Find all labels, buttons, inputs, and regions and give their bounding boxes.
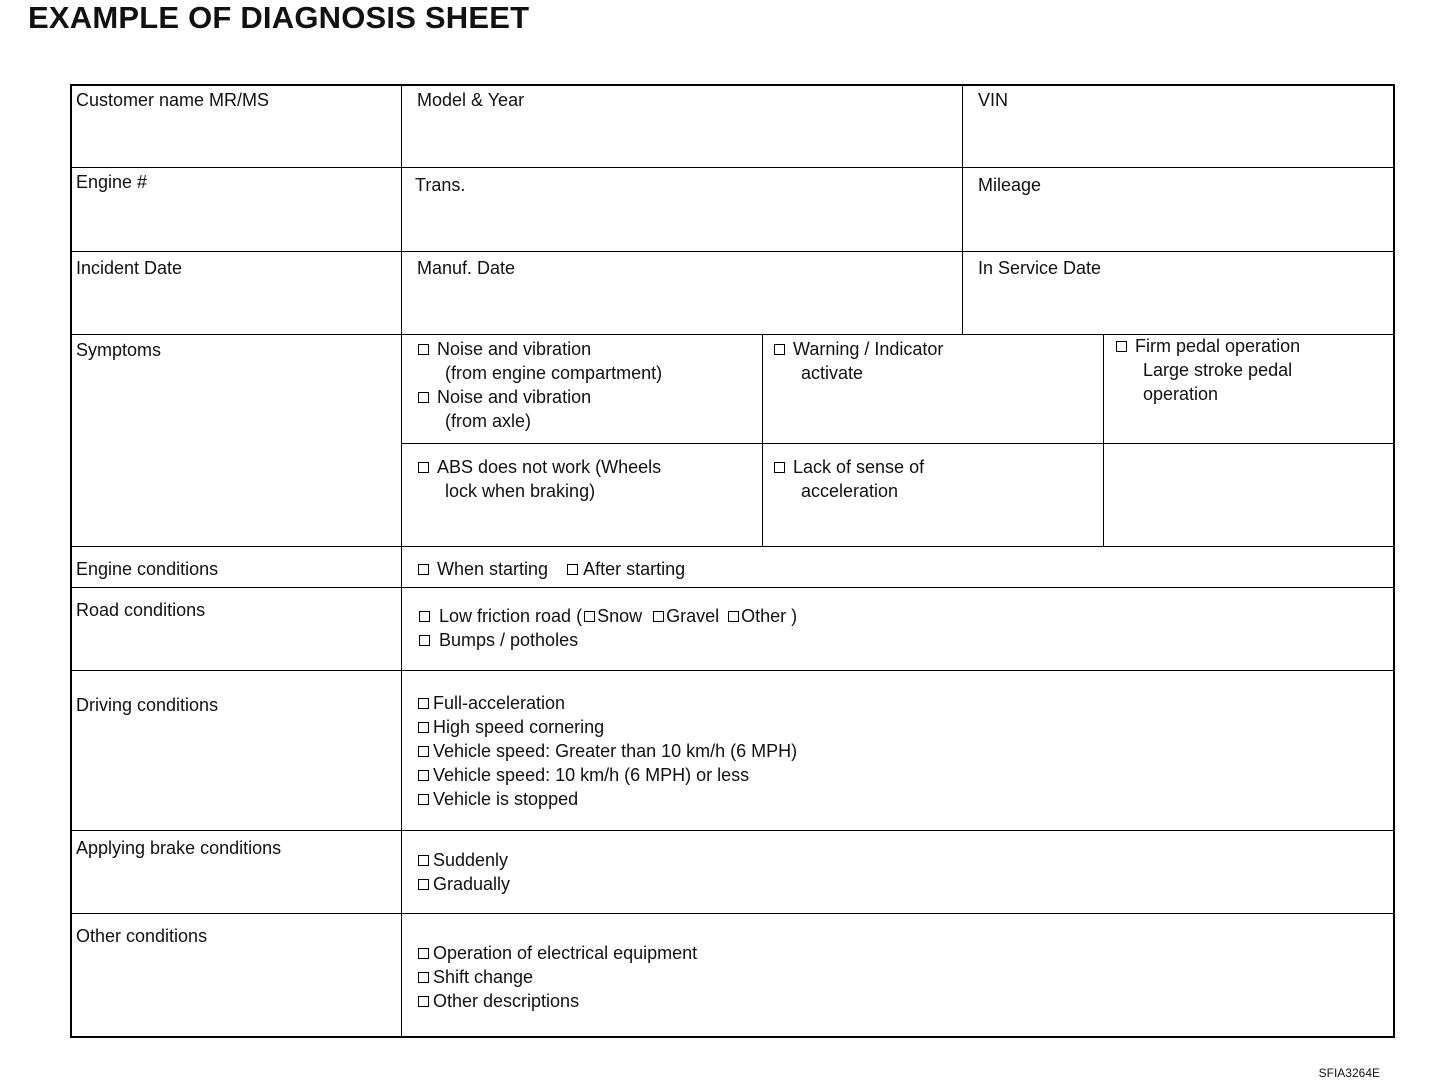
checkbox[interactable] — [418, 948, 429, 959]
incident-date-field[interactable]: Incident Date — [76, 258, 183, 278]
page-title: EXAMPLE OF DIAGNOSIS SHEET — [28, 0, 530, 35]
other-condition-option[interactable]: Other descriptions — [418, 989, 697, 1013]
other-conditions-label: Other conditions — [76, 926, 208, 946]
checkbox[interactable] — [419, 635, 430, 646]
road-conditions-options — [419, 604, 797, 652]
brake-conditions-label: Applying brake conditions — [76, 838, 282, 858]
checkbox[interactable] — [653, 611, 664, 622]
row-divider — [402, 443, 1393, 444]
checkbox[interactable] — [1116, 341, 1127, 352]
checkbox[interactable] — [567, 564, 578, 575]
column-divider — [1103, 334, 1104, 546]
symptom-noise-engine-option[interactable]: Noise and vibration (from engine compartment) — [418, 337, 662, 385]
symptoms-label: Symptoms — [76, 340, 162, 360]
checkbox[interactable] — [418, 972, 429, 983]
checkbox[interactable] — [774, 344, 785, 355]
checkbox[interactable] — [418, 770, 429, 781]
checkbox[interactable] — [584, 611, 595, 622]
checkbox[interactable] — [418, 698, 429, 709]
driving-conditions-options — [418, 691, 797, 811]
symptom-abs-option[interactable]: ABS does not work (Wheels lock when braking) — [418, 455, 661, 503]
checkbox[interactable] — [418, 879, 429, 890]
brake-condition-option[interactable]: Suddenly — [418, 848, 510, 872]
checkbox[interactable] — [774, 462, 785, 473]
after-starting-option[interactable]: After starting — [567, 559, 685, 579]
driving-condition-option[interactable]: Vehicle speed: 10 km/h (6 MPH) or less — [418, 763, 797, 787]
row-divider — [72, 830, 1393, 831]
checkbox[interactable] — [728, 611, 739, 622]
checkbox[interactable] — [418, 462, 429, 473]
row-divider — [72, 167, 1393, 168]
checkbox[interactable] — [418, 855, 429, 866]
column-divider — [762, 334, 763, 546]
customer-name-field[interactable]: Customer name MR/MS — [76, 90, 270, 110]
other-condition-option[interactable]: Operation of electrical equipment — [418, 941, 697, 965]
symptom-warning-indicator-option[interactable]: Warning / Indicator activate — [774, 337, 943, 385]
engine-number-field[interactable]: Engine # — [76, 172, 148, 192]
row-divider — [72, 546, 1393, 547]
gravel-option[interactable]: Gravel — [653, 606, 719, 626]
checkbox[interactable] — [418, 392, 429, 403]
symptom-acceleration-option[interactable]: Lack of sense of acceleration — [774, 455, 924, 503]
other-condition-option[interactable]: Shift change — [418, 965, 697, 989]
symptom-pedal-operation-option[interactable]: Firm pedal operation Large stroke pedal operation — [1116, 334, 1300, 406]
checkbox[interactable] — [418, 996, 429, 1007]
column-divider — [962, 86, 963, 334]
row-divider — [72, 670, 1393, 671]
checkbox[interactable] — [418, 564, 429, 575]
diagnosis-sheet-form — [70, 84, 1395, 1038]
brake-conditions-options — [418, 848, 510, 896]
in-service-date-field[interactable]: In Service Date — [978, 258, 1102, 278]
engine-conditions-options — [418, 557, 685, 581]
other-conditions-options — [418, 941, 697, 1013]
checkbox[interactable] — [419, 611, 430, 622]
manuf-date-field[interactable]: Manuf. Date — [417, 258, 516, 278]
road-conditions-label: Road conditions — [76, 600, 206, 620]
engine-conditions-label: Engine conditions — [76, 559, 219, 579]
model-year-field[interactable]: Model & Year — [417, 90, 525, 110]
driving-condition-option[interactable]: Full-acceleration — [418, 691, 797, 715]
brake-condition-option[interactable]: Gradually — [418, 872, 510, 896]
symptom-noise-axle-option[interactable]: Noise and vibration (from axle) — [418, 385, 591, 433]
row-divider — [72, 913, 1393, 914]
row-divider — [72, 587, 1393, 588]
checkbox[interactable] — [418, 344, 429, 355]
driving-condition-option[interactable]: High speed cornering — [418, 715, 797, 739]
when-starting-option[interactable]: When starting — [418, 559, 548, 579]
checkbox[interactable] — [418, 722, 429, 733]
snow-option[interactable]: Snow — [582, 606, 642, 626]
row-divider — [72, 251, 1393, 252]
mileage-field[interactable]: Mileage — [978, 175, 1042, 195]
driving-conditions-label: Driving conditions — [76, 695, 219, 715]
low-friction-road-option[interactable]: Low friction road ( — [419, 606, 582, 626]
figure-code: SFIA3264E — [1318, 1066, 1380, 1080]
checkbox[interactable] — [418, 794, 429, 805]
driving-condition-option[interactable]: Vehicle is stopped — [418, 787, 797, 811]
bumps-potholes-option[interactable]: Bumps / potholes — [419, 628, 797, 652]
trans-field[interactable]: Trans. — [415, 175, 466, 195]
checkbox[interactable] — [418, 746, 429, 757]
column-divider — [401, 86, 402, 1036]
vin-field[interactable]: VIN — [978, 90, 1009, 110]
driving-condition-option[interactable]: Vehicle speed: Greater than 10 km/h (6 MPH) — [418, 739, 797, 763]
other-road-option[interactable]: Other ) — [728, 606, 797, 626]
